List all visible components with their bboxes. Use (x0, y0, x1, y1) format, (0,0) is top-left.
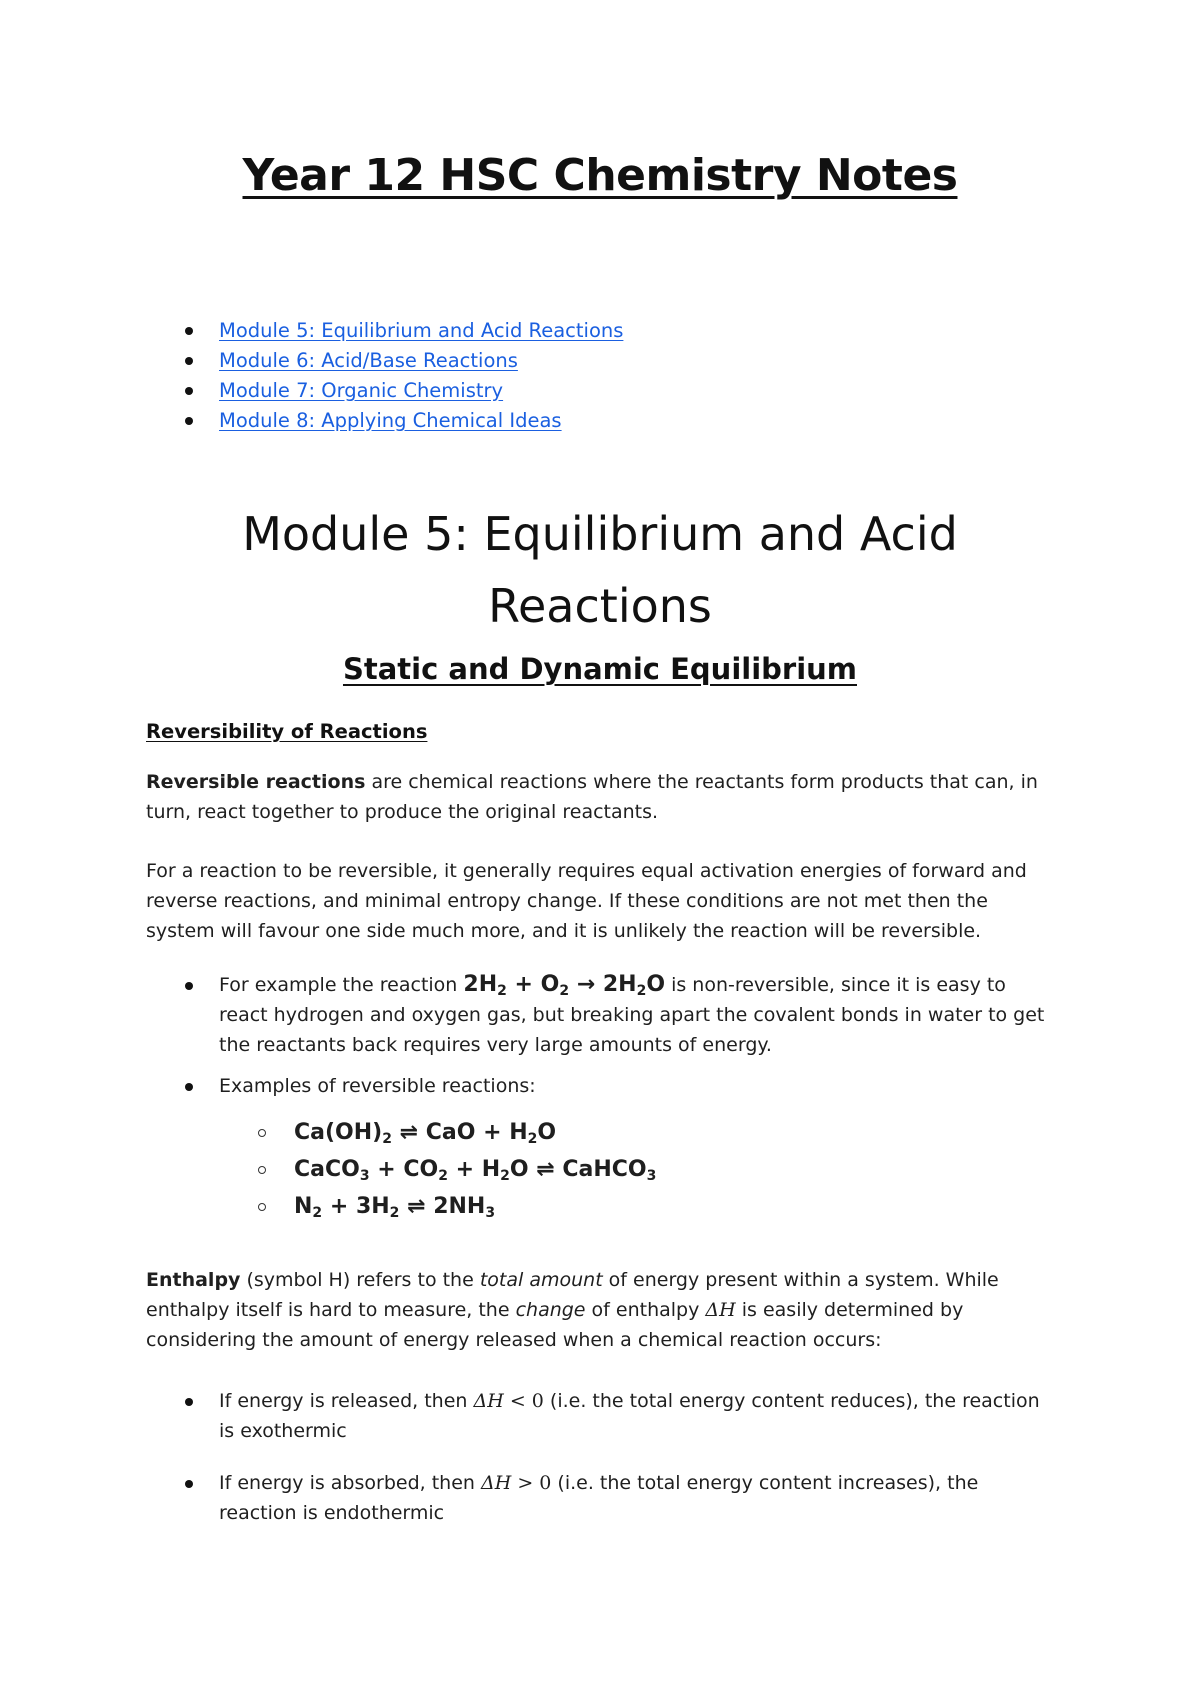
paragraph-text: (symbol H) refers to the (240, 1269, 480, 1291)
emphasis-text: total amount (479, 1269, 603, 1291)
section-heading: Static and Dynamic Equilibrium (342, 652, 857, 686)
paragraph-text: is easily determined by (735, 1299, 964, 1321)
paragraph-text: For a reaction to be reversible, it generally requires equal activation energies of forward and (146, 860, 1027, 882)
equation-calcium-carbonate: CaCO$_3$ + $CO_2 + H_2O$ ⇌ CaHCO$_3$ (294, 1157, 657, 1184)
paragraph-text: turn, react together to produce the original reactants. (146, 801, 659, 823)
bullet-exothermic (178, 1386, 1111, 1446)
toc-item (178, 316, 623, 346)
toc-item (178, 376, 623, 406)
bullet-text: is exothermic (219, 1420, 347, 1442)
module-title-line-1: Module 5: Equilibrium and Acid (242, 507, 958, 561)
toc-item (178, 406, 623, 436)
bullet-text: is non-reversible, since it is easy to (665, 974, 1006, 996)
bullet-reversible-examples (178, 1071, 1111, 1101)
emphasis-text: change (515, 1299, 586, 1321)
hollow-bullet-icon (258, 1203, 266, 1211)
bullet-endothermic (178, 1468, 1111, 1528)
math-delta-h-negative: ΔH < 0 (473, 1390, 544, 1412)
sub-heading: Reversibility of Reactions (146, 720, 428, 743)
paragraph-text: system will favour one side much more, and it is unlikely the reaction will be reversible. (146, 920, 982, 942)
list-item (254, 1151, 656, 1188)
bullet-text: the reactants back requires very large amounts of energy. (219, 1034, 772, 1056)
math-delta-h-positive: ΔH > 0 (480, 1472, 552, 1494)
table-of-contents (178, 316, 623, 436)
bullet-icon (185, 387, 193, 395)
bullet-icon (185, 1480, 193, 1488)
bullet-icon (185, 357, 193, 365)
bullet-icon (185, 417, 193, 425)
term-reversible-reactions: Reversible reactions (146, 771, 366, 793)
paragraph-text: reverse reactions, and minimal entropy change. If these conditions are not met then the (146, 890, 988, 912)
bullet-icon (185, 327, 193, 335)
bullet-text: react hydrogen and oxygen gas, but breaking apart the covalent bonds in water to get (219, 1004, 1045, 1026)
toc-link-module-6[interactable]: Module 6: Acid/Base Reactions (219, 349, 518, 372)
reversible-reactions-list (254, 1114, 656, 1225)
paragraph-text: are chemical reactions where the reactants form products that can, in (365, 771, 1038, 793)
toc-link-module-5[interactable]: Module 5: Equilibrium and Acid Reactions (219, 319, 624, 342)
equation-haber-process: $N_2 + 3H_2$ ⇌ $2NH_3$ (294, 1194, 496, 1221)
math-delta-h: ΔH (705, 1299, 736, 1321)
bullet-text: If energy is released, then (219, 1390, 474, 1412)
bullet-icon (185, 982, 193, 990)
paragraph-text: considering the amount of energy released when a chemical reaction occurs: (146, 1329, 882, 1351)
equation-calcium-hydroxide: $Ca(OH)_2$ ⇌ CaO + $H_2O$ (294, 1120, 557, 1147)
bullet-text: If energy is absorbed, then (219, 1472, 481, 1494)
module-title-line-2: Reactions (488, 579, 712, 633)
bullet-text: Examples of reversible reactions: (219, 1075, 536, 1097)
list-item (254, 1114, 656, 1151)
toc-link-module-7[interactable]: Module 7: Organic Chemistry (219, 379, 504, 402)
bullet-text: For example the reaction (219, 974, 464, 996)
module-5-heading (0, 498, 1200, 642)
hollow-bullet-icon (258, 1166, 266, 1174)
toc-item (178, 346, 623, 376)
bullet-icon (185, 1083, 193, 1091)
bullet-example-non-reversible (178, 970, 1111, 1060)
paragraph-reversibility-conditions (146, 856, 1070, 946)
bullet-text: (i.e. the total energy content reduces), the reaction (543, 1390, 1040, 1412)
bullet-text: (i.e. the total energy content increases), the (551, 1472, 979, 1494)
document-title: Year 12 HSC Chemistry Notes (242, 150, 958, 201)
bullet-icon (185, 1398, 193, 1406)
paragraph-reversible-reactions (146, 767, 1070, 827)
equation-water-formation: $2H_2 + O_2 \to 2H_2O$ (463, 972, 666, 999)
paragraph-text: of enthalpy (585, 1299, 706, 1321)
term-enthalpy: Enthalpy (146, 1269, 241, 1291)
paragraph-text: of energy present within a system. While (602, 1269, 999, 1291)
paragraph-text: enthalpy itself is hard to measure, the (146, 1299, 516, 1321)
list-item (254, 1188, 656, 1225)
paragraph-enthalpy (146, 1265, 1070, 1355)
bullet-text: reaction is endothermic (219, 1502, 445, 1524)
hollow-bullet-icon (258, 1129, 266, 1137)
toc-link-module-8[interactable]: Module 8: Applying Chemical Ideas (219, 409, 562, 432)
